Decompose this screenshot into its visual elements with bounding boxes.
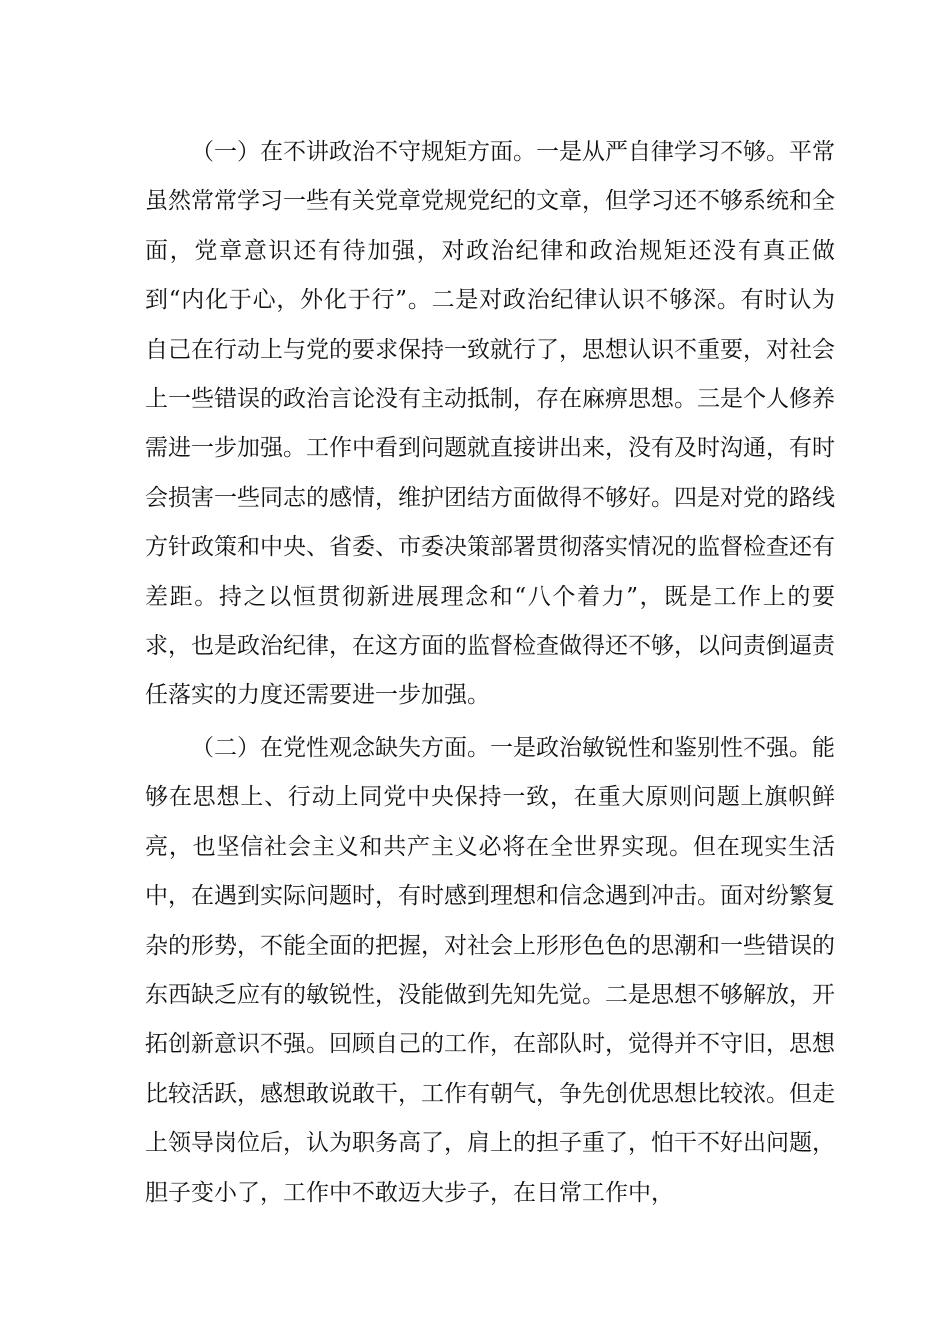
paragraph-political-discipline: （一）在不讲政治不守规矩方面。一是从严自律学习不够。平常虽然常常学习一些有关党章党规党纪的文章，但学习还不够系统和全面，党章意识还有待加强，对政治纪律和政治规矩还没有真正做到“内化于心，外化于行”。二是对政治纪律认识不够深。有时认为自己在行动上与党的要求保持一致就行了，思想认识不重要，对社会上一些错误的政治言论没有主动抵制，存在麻痹思想。三是个人修养需进一步加强。工作中看到问题就直接讲出来，没有及时沟通，有时会损害一些同志的感情，维护团结方面做得不够好。四是对党的路线方针政策和中央、省委、市委决策部署贯彻落实情况的监督检查还有差距。持之以恒贯彻新进展理念和“八个着力”，既是工作上的要求，也是政治纪律，在这方面的监督检查做得还不够，以问责倒逼责任落实的力度还需要进一步加强。 — [145, 139, 835, 709]
paragraph-party-spirit: （二）在党性观念缺失方面。一是政治敏锐性和鉴别性不强。能够在思想上、行动上同党中央保持一致，在重大原则问题上旗帜鲜亮，也坚信社会主义和共产主义必将在全世界实现。但在现实生活中，在遇到实际问题时，有时感到理想和信念遇到冲击。面对纷繁复杂的形势，不能全面的把握，对社会上形形色色的思潮和一些错误的东西缺乏应有的敏锐性，没能做到先知先觉。二是思想不够解放，开拓创新意识不强。回顾自己的工作，在部队时，觉得并不守旧，思想比较活跃，感想敢说敢干，工作有朝气，争先创优思想比较浓。但走上领导岗位后，认为职务高了，肩上的担子重了，怕干不好出问题，胆子变小了，工作中不敢迈大步子，在日常工作中， — [145, 735, 835, 1206]
